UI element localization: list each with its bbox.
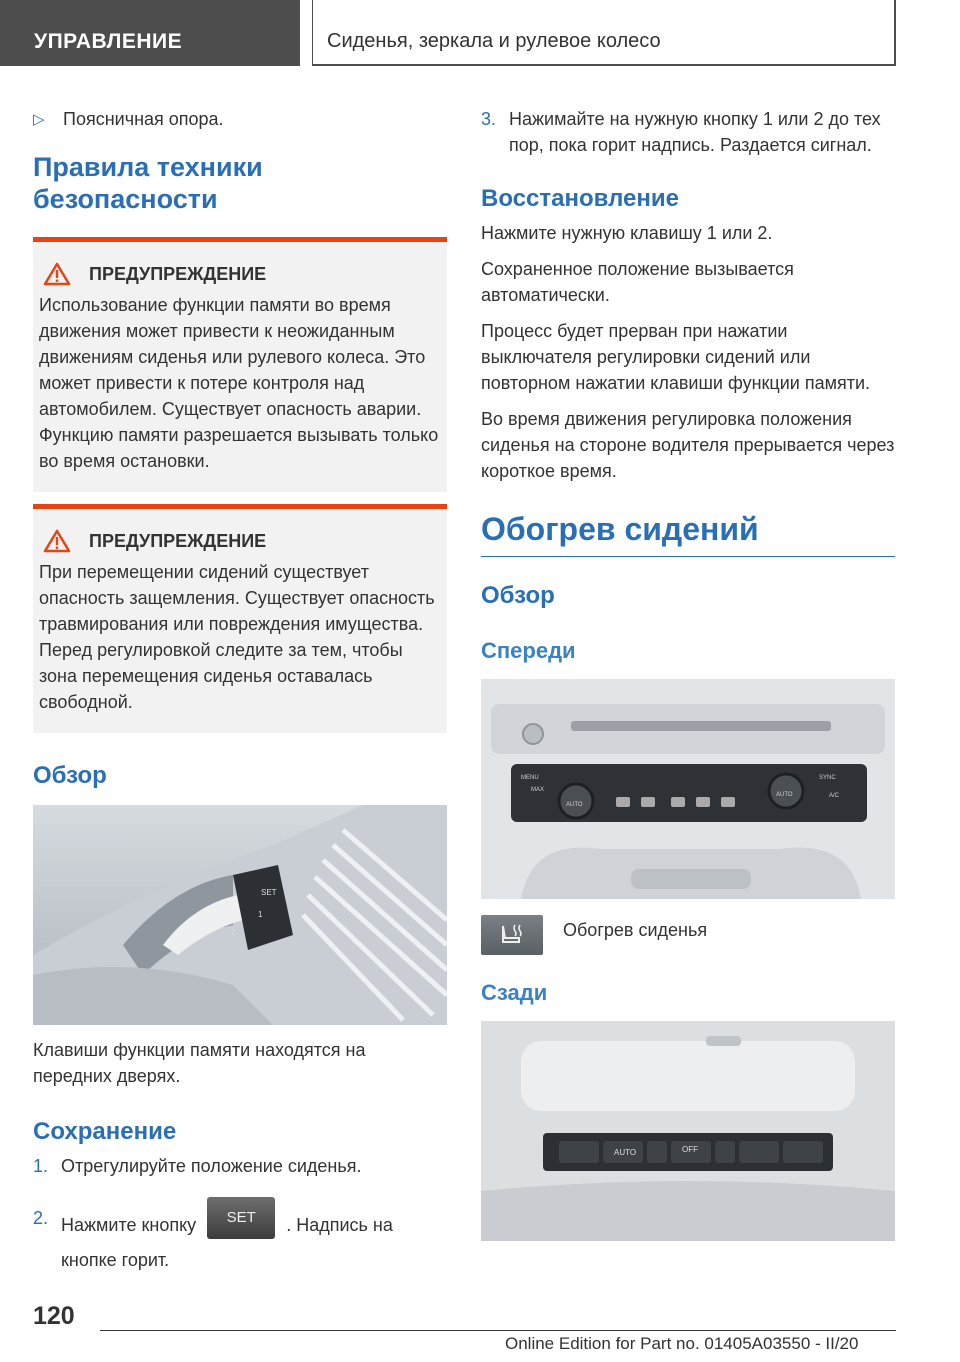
set-button-icon: SET (207, 1197, 275, 1239)
seat-heating-caption: Обогрев сиденья (563, 920, 708, 940)
rear-heading: Сзади (481, 980, 548, 1005)
warning-text: Использование функции памяти во время движения может привести к неожиданным движениям сиденья или рулевого колеса. Это может привести к потере контроля над автомобилем. Существует опасность аварии. Функцию памяти разрешается вызывать только во время остановки. (39, 295, 439, 471)
door-caption: Клавиши функции памяти находятся на передних дверях. (33, 1040, 366, 1086)
rear-climate-panel-image (481, 1021, 895, 1241)
door-button-1-label: 1 (258, 910, 263, 919)
heating-overview-heading: Обзор (481, 582, 555, 609)
door-set-label: SET (261, 888, 277, 897)
seat-heating-icon (481, 915, 543, 955)
page-header (0, 0, 960, 66)
panel-ac-label: A/C (829, 793, 840, 799)
warning-box (33, 504, 447, 733)
restore-paragraph: Нажмите нужную клавишу 1 или 2. (481, 223, 773, 243)
panel-auto-right-label: AUTO (776, 792, 793, 798)
restore-heading: Восстановление (481, 185, 679, 212)
warning-triangle-icon (43, 529, 71, 553)
safety-heading: Правила техники безопасности (33, 152, 263, 214)
save-heading: Сохранение (33, 1118, 177, 1145)
front-climate-panel-image (481, 679, 895, 899)
seat-heating-legend (481, 915, 895, 955)
edition-note: Online Edition for Part no. 01405A03550 - II/20 (505, 1334, 859, 1353)
right-column (481, 96, 895, 1241)
restore-paragraph: Сохраненное положение вызывается автоматически. (481, 259, 794, 305)
page-number: 120 (33, 1302, 75, 1330)
rear-off-label: OFF (682, 1145, 698, 1154)
front-heading: Спереди (481, 638, 576, 663)
panel-menu-label: MENU (521, 775, 539, 781)
list-item: ▷ Поясничная опора. (33, 106, 447, 133)
step-item: 3. Нажимайте на нужную кнопку 1 или 2 до тех пор, пока горит надпись. Раздается сигнал. (481, 109, 881, 155)
rear-auto-label: AUTO (614, 1148, 637, 1157)
triangle-bullet-icon: ▷ (33, 111, 45, 128)
step-item: 2. Нажмите кнопку SET . Надпись на кнопке горит. (33, 1205, 447, 1273)
warning-title: ПРЕДУПРЕЖДЕНИЕ (89, 263, 267, 284)
panel-max-label: MAX (531, 787, 545, 793)
restore-paragraph: Процесс будет прерван при нажатии выключателя регулировки сидений или повторном нажатии клавиши функции памяти. (481, 321, 871, 393)
left-column (33, 96, 447, 1273)
panel-sync-label: SYNC (819, 775, 836, 781)
warning-title: ПРЕДУПРЕЖДЕНИЕ (89, 530, 267, 551)
warning-box (33, 237, 447, 492)
warning-text: При перемещении сидений существует опасность защемления. Существует опасность травмирования или повреждения имущества. Перед регулировкой следите за тем, чтобы зона перемещения сиденья оставалась свободной. (39, 562, 435, 712)
heating-heading: Обогрев сидений (481, 511, 759, 547)
step-item: 1. Отрегулируйте положение сиденья. (33, 1156, 362, 1176)
section-tab: УПРАВЛЕНИЕ (0, 0, 300, 66)
chapter-title: Сиденья, зеркала и рулевое колесо (312, 0, 896, 66)
heating-heading-block (481, 510, 895, 557)
overview-heading: Обзор (33, 762, 107, 789)
door-button-2-label: 2 (231, 928, 236, 937)
panel-auto-left-label: AUTO (566, 802, 583, 808)
footer-divider (100, 1330, 896, 1331)
restore-paragraph: Во время движения регулировка положения сиденья на стороне водителя прерывается через короткое время. (481, 409, 895, 481)
door-memory-buttons-image (33, 805, 447, 1025)
warning-triangle-icon (43, 262, 71, 286)
